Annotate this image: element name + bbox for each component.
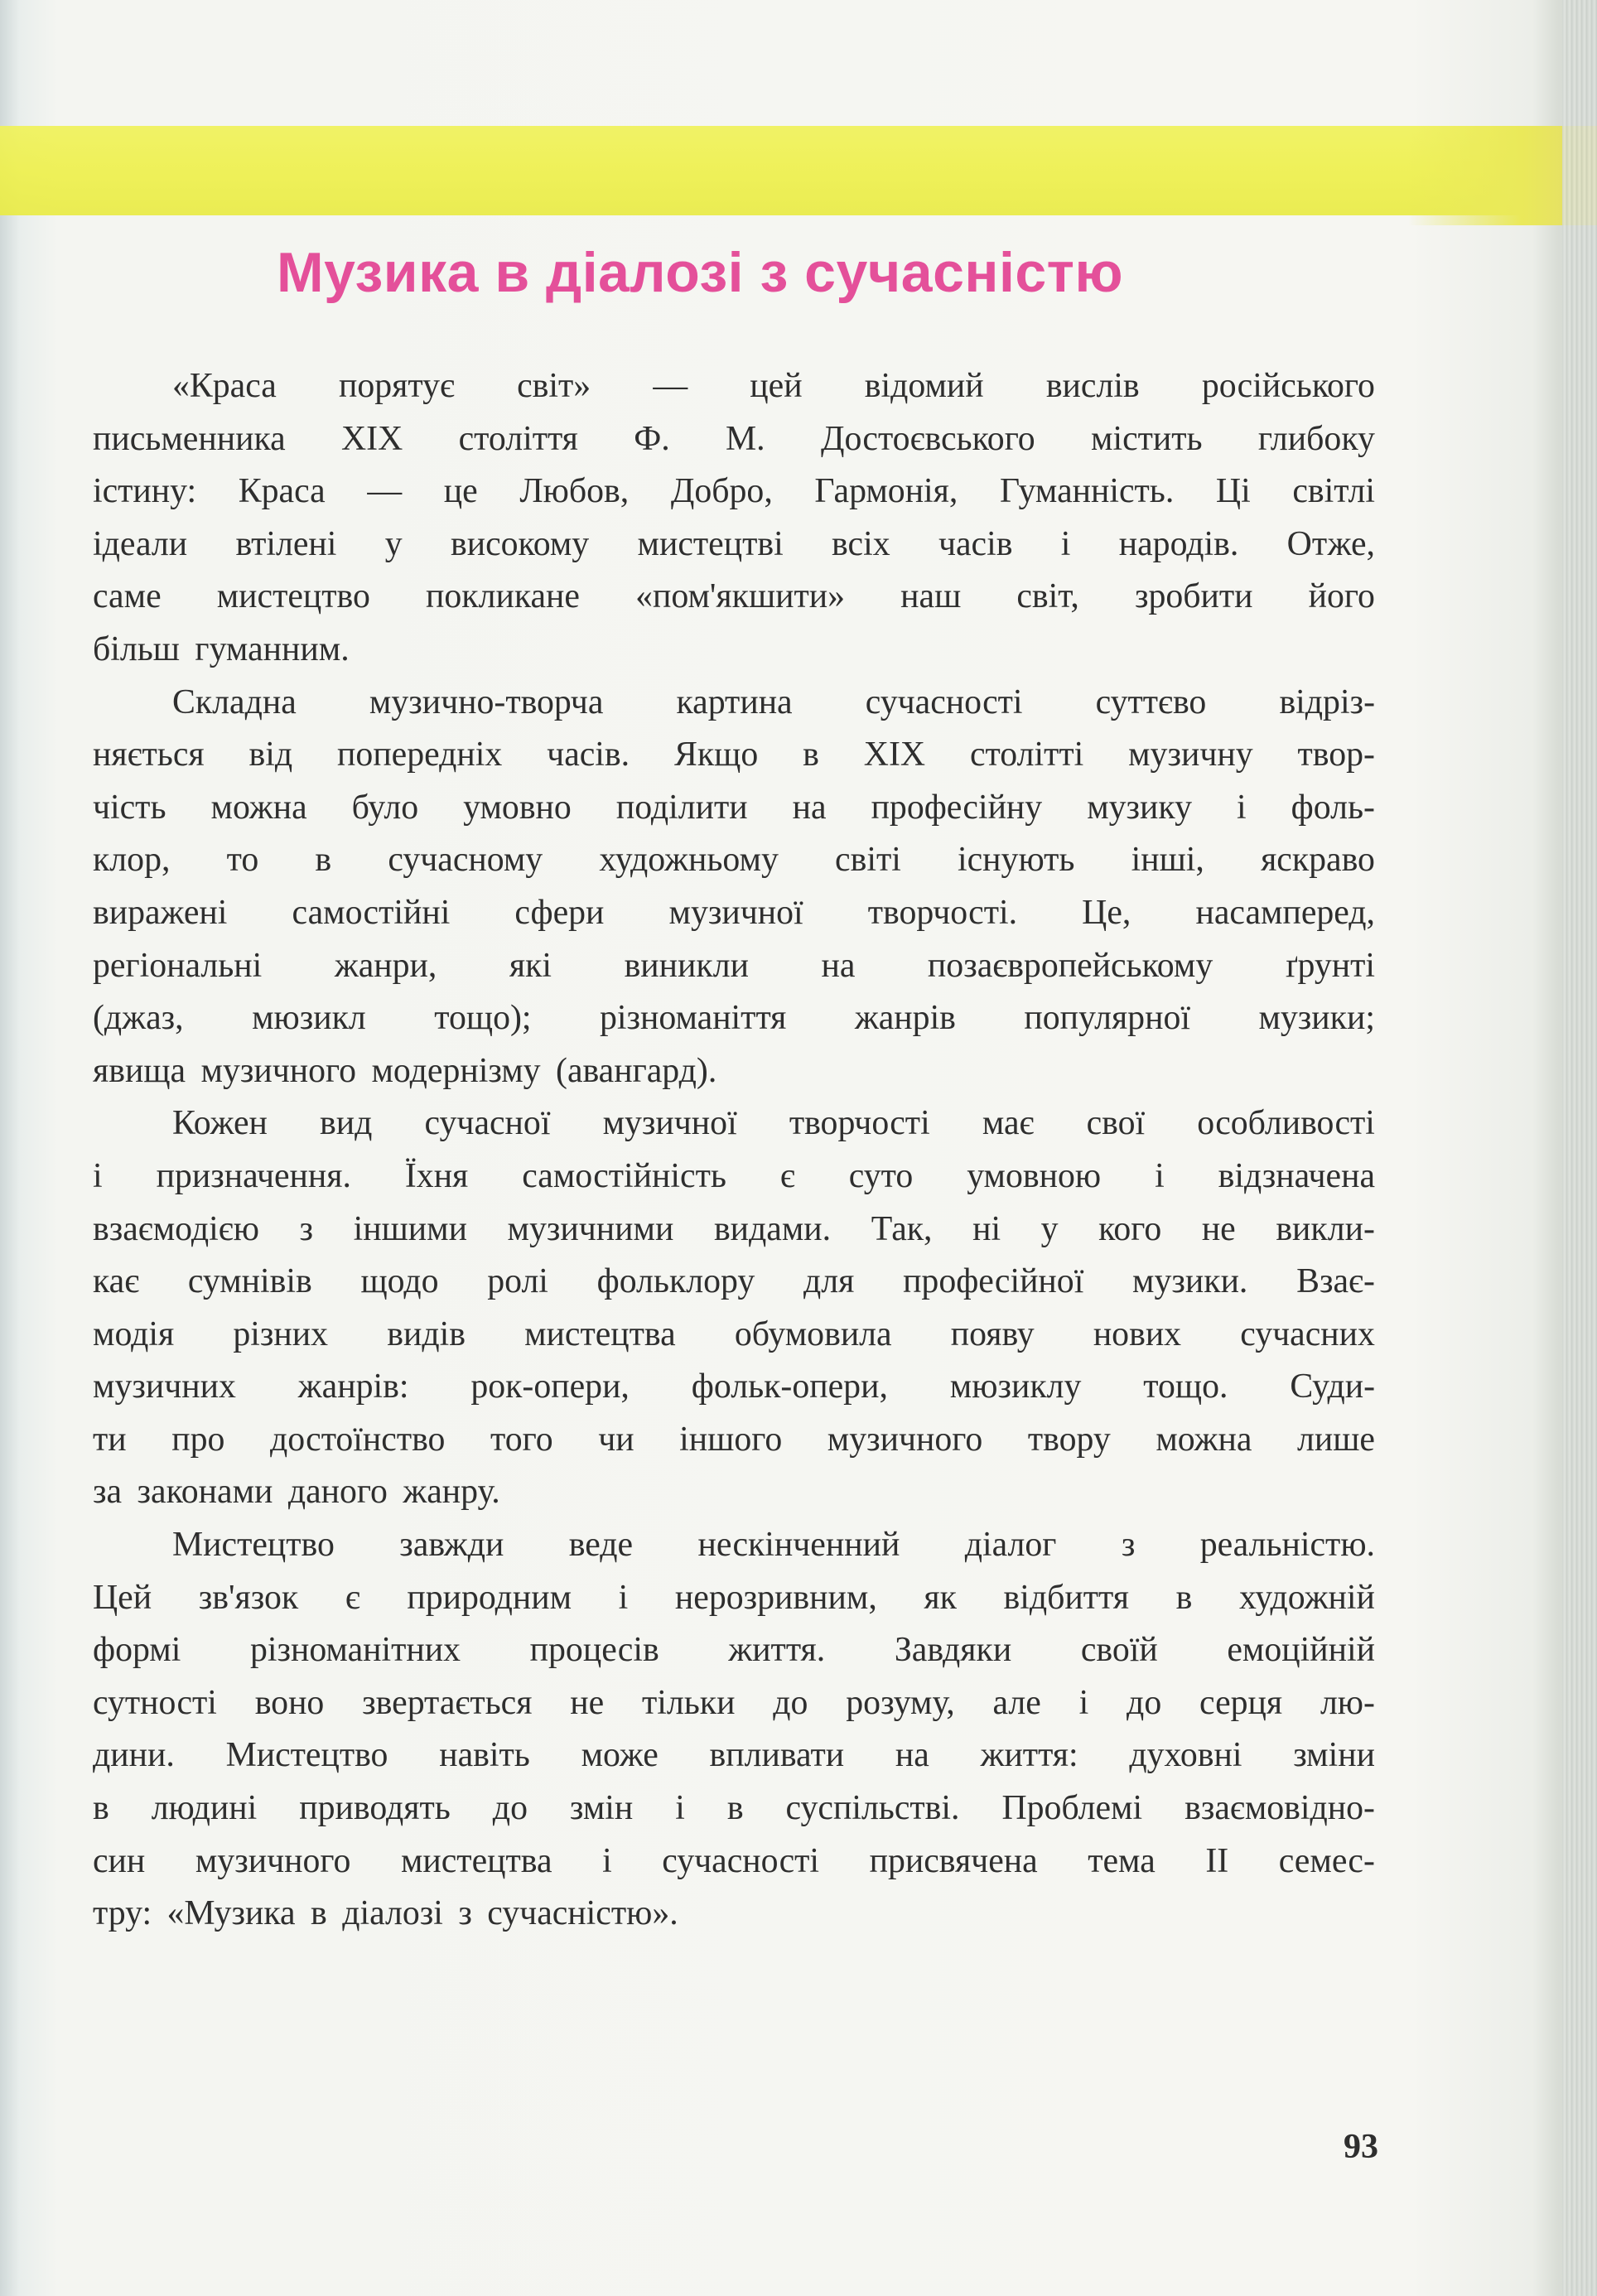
word: його xyxy=(1308,577,1375,616)
word: самостійність xyxy=(522,1156,726,1195)
word: сучасної xyxy=(424,1104,551,1143)
word: жанри, xyxy=(334,946,437,985)
word: російського xyxy=(1201,367,1375,405)
word: на xyxy=(792,788,827,827)
word: кого xyxy=(1098,1209,1162,1248)
word: сучасності xyxy=(865,683,1023,721)
word: світ, xyxy=(1016,577,1079,616)
word: можна xyxy=(210,788,307,827)
word: Достоєвського xyxy=(820,419,1035,458)
word: наш xyxy=(900,577,962,616)
word: в xyxy=(1175,1578,1193,1617)
word: Складна xyxy=(172,683,297,721)
word: високому xyxy=(451,524,590,563)
word: «пом'якшити» xyxy=(635,577,846,616)
text-line xyxy=(93,729,1375,782)
paragraph xyxy=(93,360,1375,677)
word: II xyxy=(1205,1841,1229,1880)
word: є xyxy=(779,1156,795,1195)
word: няється xyxy=(93,736,205,774)
word: народів. xyxy=(1118,524,1239,563)
word: Взає- xyxy=(1296,1262,1375,1301)
word: музичного xyxy=(195,1841,351,1880)
word: своїй xyxy=(1080,1631,1158,1670)
text-line xyxy=(93,992,1375,1045)
word: різноманітних xyxy=(249,1631,461,1670)
text-line xyxy=(93,1835,1375,1888)
word: Суди- xyxy=(1290,1367,1375,1406)
word: до xyxy=(1127,1683,1162,1722)
word: різноманіття xyxy=(599,999,787,1038)
word: століття xyxy=(458,419,578,458)
word: популярної xyxy=(1024,999,1190,1038)
word: Любов, xyxy=(519,472,630,511)
word: з xyxy=(1121,1526,1136,1565)
word: в xyxy=(93,1789,109,1828)
word: Краса xyxy=(238,472,326,511)
word: мюзиклу xyxy=(949,1367,1082,1406)
word: син xyxy=(93,1841,146,1880)
word: художньому xyxy=(599,841,779,880)
word: відбиття xyxy=(1003,1578,1129,1617)
word: достоїнство xyxy=(269,1420,446,1459)
word: всіх xyxy=(832,524,890,563)
word: Гармонія, xyxy=(814,472,958,511)
paragraph xyxy=(93,1097,1375,1519)
word: музичних xyxy=(93,1367,236,1406)
paragraph xyxy=(93,677,1375,1098)
word: видів xyxy=(387,1314,466,1353)
text-line xyxy=(93,782,1375,835)
word: обумовила xyxy=(734,1314,892,1353)
word: іншими xyxy=(353,1209,467,1248)
word: семес- xyxy=(1278,1841,1375,1880)
word: появу xyxy=(950,1314,1035,1353)
word: вислів xyxy=(1045,367,1140,405)
word: покликане xyxy=(426,577,580,616)
word: Завдяки xyxy=(894,1631,1012,1670)
word: художній xyxy=(1238,1578,1375,1617)
word: сутності xyxy=(93,1683,217,1722)
word: столітті xyxy=(969,736,1084,774)
word: це xyxy=(443,472,478,511)
word: сучасних xyxy=(1240,1314,1375,1353)
word: фольклору xyxy=(596,1262,755,1301)
word: Це, xyxy=(1082,893,1131,932)
word: сумнівів xyxy=(187,1262,312,1301)
book-edge xyxy=(1562,0,1597,2296)
word: тощо); xyxy=(434,999,532,1038)
word: і xyxy=(1078,1683,1089,1722)
text-line xyxy=(93,360,1375,413)
word: музичну xyxy=(1128,736,1253,774)
text-line xyxy=(93,1361,1375,1414)
word: тема xyxy=(1088,1841,1156,1880)
word: містить xyxy=(1091,419,1203,458)
word: і xyxy=(1060,524,1071,563)
word: ні xyxy=(972,1209,1001,1248)
word: і xyxy=(618,1578,629,1617)
word: у xyxy=(384,524,403,563)
word: тощо. xyxy=(1143,1367,1228,1406)
word: призначення. xyxy=(156,1156,351,1195)
word: музично-творча xyxy=(369,683,604,721)
word: можна xyxy=(1156,1420,1252,1459)
text-line: більш гуманним. xyxy=(93,629,350,668)
word: письменника xyxy=(93,419,286,458)
word: часів xyxy=(938,524,1013,563)
word: позаєвропейському xyxy=(927,946,1213,985)
word: є xyxy=(345,1578,360,1617)
word: музичного xyxy=(827,1420,983,1459)
word: музики; xyxy=(1258,999,1375,1038)
word: серця xyxy=(1199,1683,1283,1722)
word: присвячена xyxy=(869,1841,1038,1880)
text-line xyxy=(93,1256,1375,1309)
word: того xyxy=(490,1420,553,1459)
word: зміни xyxy=(1293,1736,1375,1775)
word: для xyxy=(803,1262,855,1301)
word: глибоку xyxy=(1257,419,1375,458)
word: умовною xyxy=(967,1156,1102,1195)
word: жанрів: xyxy=(297,1367,409,1406)
word: з xyxy=(299,1209,314,1248)
word: картина xyxy=(676,683,793,721)
text-line: явища музичного модернізму (авангард). xyxy=(93,1051,717,1090)
word: взаємовідно- xyxy=(1184,1789,1375,1828)
word: відомий xyxy=(864,367,984,405)
word: в xyxy=(315,841,332,880)
word: видами. xyxy=(713,1209,832,1248)
word: жанрів xyxy=(854,999,956,1038)
word: відзначена xyxy=(1218,1156,1375,1195)
text-line xyxy=(93,940,1375,993)
word: і xyxy=(675,1789,685,1828)
word: інші, xyxy=(1131,841,1204,880)
text-line xyxy=(93,571,1375,624)
word: людині xyxy=(151,1789,258,1828)
word: нескінченний xyxy=(697,1526,900,1565)
word: до xyxy=(492,1789,528,1828)
word: музичної xyxy=(602,1104,737,1143)
word: змін xyxy=(569,1789,634,1828)
word: діалог xyxy=(964,1526,1057,1565)
word: життя: xyxy=(980,1736,1078,1775)
word: і xyxy=(602,1841,612,1880)
word: може xyxy=(581,1736,659,1775)
word: ґрунті xyxy=(1285,946,1375,985)
word: XIX xyxy=(341,419,403,458)
word: музичними xyxy=(507,1209,674,1248)
word: Їхня xyxy=(404,1156,469,1195)
word: модія xyxy=(93,1314,175,1353)
word: мистецтва xyxy=(524,1314,676,1353)
word: які xyxy=(509,946,552,985)
word: часів. xyxy=(547,736,630,774)
word: втілені xyxy=(235,524,337,563)
word: мистецтві xyxy=(637,524,784,563)
word: то xyxy=(226,841,259,880)
word: як xyxy=(924,1578,957,1617)
word: твор- xyxy=(1297,736,1375,774)
word: саме xyxy=(93,577,162,616)
word: нових xyxy=(1093,1314,1182,1353)
word: не xyxy=(1201,1209,1236,1248)
word: чи xyxy=(598,1420,634,1459)
word: у xyxy=(1040,1209,1059,1248)
word: регіональні xyxy=(93,946,263,985)
word: професійну xyxy=(871,788,1043,827)
page-number: 93 xyxy=(1344,2128,1378,2166)
word: дини. xyxy=(93,1736,175,1775)
word: емоційній xyxy=(1227,1631,1375,1670)
word: XIX xyxy=(863,736,926,774)
word: фольк-опери, xyxy=(691,1367,888,1406)
word: веде xyxy=(568,1526,634,1565)
word: вид xyxy=(320,1104,373,1143)
word: і xyxy=(1155,1156,1165,1195)
word: порятує xyxy=(339,367,455,405)
word: музичної xyxy=(668,893,803,932)
word: зв'язок xyxy=(198,1578,299,1617)
word: умовно xyxy=(463,788,572,827)
word: і xyxy=(1237,788,1247,827)
word: — xyxy=(367,472,403,511)
word: про xyxy=(171,1420,225,1459)
word: — xyxy=(653,367,688,405)
text-line xyxy=(93,1572,1375,1625)
word: різних xyxy=(233,1314,329,1353)
word: мюзикл xyxy=(252,999,366,1038)
word: в xyxy=(803,736,819,774)
word: попередніх xyxy=(337,736,503,774)
word: Цей xyxy=(93,1578,152,1617)
text-line xyxy=(93,1624,1375,1677)
word: не xyxy=(570,1683,605,1722)
text-line xyxy=(93,1097,1375,1150)
word: викли- xyxy=(1276,1209,1375,1248)
page-title: Музика в діалозі з сучасністю xyxy=(276,241,1124,304)
word: професійної xyxy=(903,1262,1084,1301)
word: світлі xyxy=(1292,472,1375,511)
word: має xyxy=(982,1104,1035,1143)
word: Отже, xyxy=(1286,524,1375,563)
word: виникли xyxy=(624,946,749,985)
word: творчості. xyxy=(867,893,1018,932)
word: творчості xyxy=(789,1104,930,1143)
word: реальністю. xyxy=(1199,1526,1375,1565)
word: духовні xyxy=(1129,1736,1242,1775)
text-line xyxy=(93,677,1375,730)
word: але xyxy=(992,1683,1041,1722)
word: існують xyxy=(958,841,1075,880)
word: Проблемі xyxy=(1001,1789,1143,1828)
word: фоль- xyxy=(1291,788,1375,827)
text-line xyxy=(93,519,1375,572)
word: було xyxy=(351,788,419,827)
text-line xyxy=(93,1414,1375,1467)
word: приводять xyxy=(299,1789,451,1828)
word: особливості xyxy=(1197,1104,1375,1143)
word: сучасності xyxy=(662,1841,820,1880)
word: поділити xyxy=(615,788,748,827)
word: «Краса xyxy=(172,367,277,405)
word: світі xyxy=(835,841,901,880)
text-line: за законами даного жанру. xyxy=(93,1473,500,1512)
text-line xyxy=(93,1519,1375,1572)
paragraph xyxy=(93,1519,1375,1941)
text-line xyxy=(93,1782,1375,1835)
text-line xyxy=(93,1729,1375,1782)
text-line xyxy=(93,1677,1375,1730)
word: свої xyxy=(1086,1104,1146,1143)
word: навіть xyxy=(439,1736,530,1775)
text-line xyxy=(93,834,1375,887)
word: лише xyxy=(1296,1420,1375,1459)
word: світ» xyxy=(517,367,591,405)
word: самостійні xyxy=(292,893,451,932)
word: ролі xyxy=(487,1262,548,1301)
word: виражені xyxy=(93,893,228,932)
word: чість xyxy=(93,788,166,827)
word: клор, xyxy=(93,841,171,880)
word: сучасному xyxy=(388,841,543,880)
word: ідеали xyxy=(93,524,188,563)
word: і xyxy=(93,1156,103,1195)
word: тільки xyxy=(641,1683,736,1722)
word: завжди xyxy=(399,1526,504,1565)
body-text xyxy=(93,360,1375,1941)
word: суто xyxy=(848,1156,914,1195)
word: формі xyxy=(93,1631,181,1670)
text-line xyxy=(93,1203,1375,1257)
word: Добро, xyxy=(670,472,773,511)
word: воно xyxy=(254,1683,325,1722)
word: Кожен xyxy=(172,1104,268,1143)
text-line xyxy=(93,413,1375,466)
word: життя. xyxy=(728,1631,826,1670)
word: Ф. xyxy=(634,419,670,458)
word: від xyxy=(248,736,293,774)
word: відріз- xyxy=(1279,683,1375,721)
word: Якщо xyxy=(673,736,759,774)
header-highlight-band xyxy=(0,126,1597,215)
word: кає xyxy=(93,1262,140,1301)
word: мистецтва xyxy=(400,1841,552,1880)
word: музику xyxy=(1087,788,1193,827)
word: впливати xyxy=(709,1736,845,1775)
text-line xyxy=(93,887,1375,940)
word: зробити xyxy=(1134,577,1253,616)
word: Мистецтво xyxy=(172,1526,335,1565)
word: насамперед, xyxy=(1195,893,1375,932)
word: іншого xyxy=(679,1420,783,1459)
word: рок-опери, xyxy=(470,1367,630,1406)
text-line: тру: «Музика в діалозі з сучасністю». xyxy=(93,1894,678,1933)
text-line xyxy=(93,465,1375,519)
word: цей xyxy=(750,367,803,405)
word: нерозривним, xyxy=(674,1578,877,1617)
word: (джаз, xyxy=(93,999,184,1038)
word: щодо xyxy=(360,1262,439,1301)
word: яскраво xyxy=(1261,841,1375,880)
word: звертається xyxy=(362,1683,533,1722)
word: суттєво xyxy=(1095,683,1207,721)
word: М. xyxy=(726,419,765,458)
word: ти xyxy=(93,1420,127,1459)
word: мистецтво xyxy=(216,577,370,616)
word: лю- xyxy=(1320,1683,1375,1722)
text-line xyxy=(93,1150,1375,1203)
word: на xyxy=(821,946,856,985)
word: Ці xyxy=(1215,472,1251,511)
text-line xyxy=(93,1309,1375,1362)
word: твору xyxy=(1027,1420,1111,1459)
word: Гуманність. xyxy=(999,472,1175,511)
word: природним xyxy=(407,1578,572,1617)
word: на xyxy=(895,1736,929,1775)
word: Так, xyxy=(871,1209,933,1248)
word: до xyxy=(773,1683,808,1722)
word: розуму, xyxy=(846,1683,955,1722)
word: процесів xyxy=(529,1631,659,1670)
word: в xyxy=(726,1789,744,1828)
word: суспільстві. xyxy=(785,1789,960,1828)
word: сфери xyxy=(514,893,605,932)
word: взаємодією xyxy=(93,1209,259,1248)
word: істину: xyxy=(93,472,197,511)
word: Мистецтво xyxy=(225,1736,388,1775)
word: музики. xyxy=(1132,1262,1248,1301)
